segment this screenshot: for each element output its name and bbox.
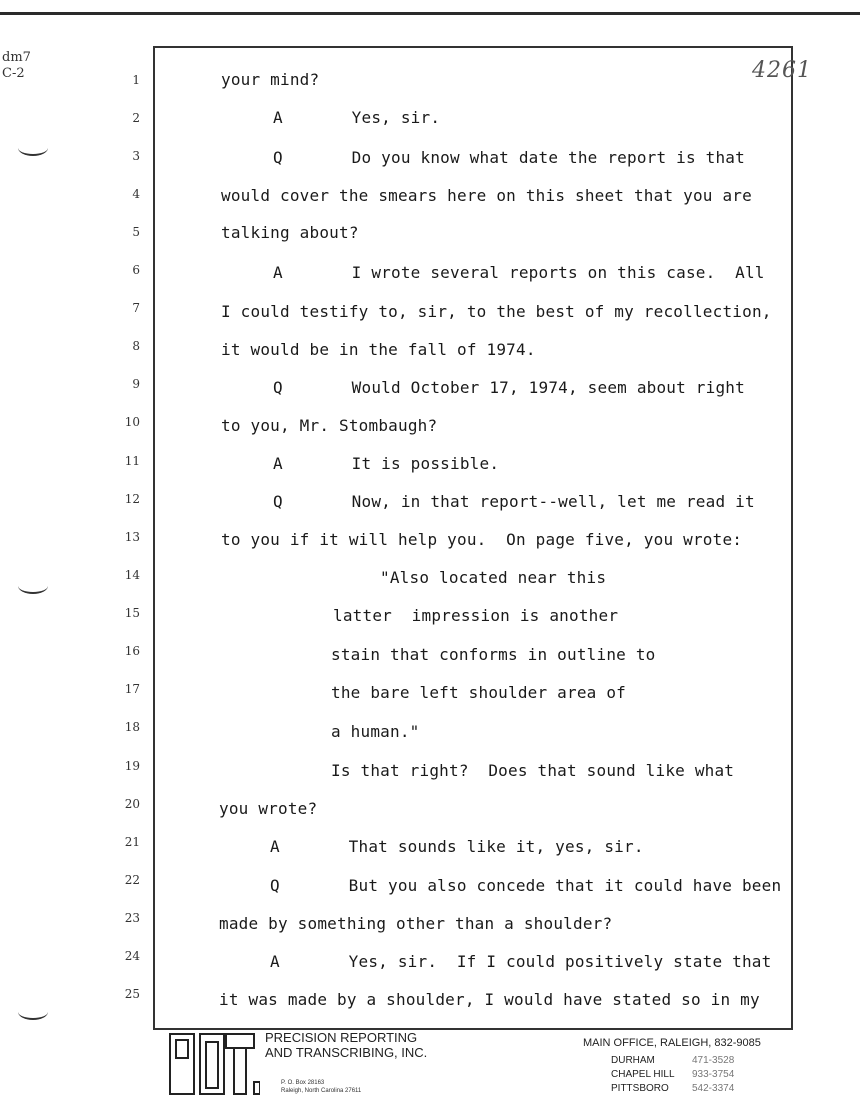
transcript-line: A That sounds like it, yes, sir. <box>270 837 644 856</box>
margin-code-2: C-2 <box>2 66 25 81</box>
transcript-line: A Yes, sir. If I could positively state that <box>270 952 772 971</box>
transcript-line: a human." <box>331 722 420 741</box>
transcript-line: "Also located near this <box>380 568 607 587</box>
office-phone: 933-3754 <box>692 1069 735 1080</box>
transcript-line: latter impression is another <box>333 606 619 625</box>
line-number: 20 <box>124 797 140 811</box>
line-number: 2 <box>132 111 140 125</box>
line-number: 6 <box>132 263 140 277</box>
transcript-line: made by something other than a shoulder? <box>219 914 613 933</box>
city: Raleigh, North Carolina 27611 <box>281 1088 362 1094</box>
line-number: 1 <box>132 73 140 87</box>
transcript-line: Q But you also concede that it could have been <box>270 876 782 895</box>
transcript-line: to you if it will help you. On page five, you wrote: <box>221 530 743 549</box>
line-number: 10 <box>124 415 140 429</box>
main-office: MAIN OFFICE, RALEIGH, 832-9085 <box>583 1037 761 1049</box>
line-number: 18 <box>124 720 140 734</box>
company-name-line-1: PRECISION REPORTING <box>265 1030 418 1045</box>
po-box: P. O. Box 28163 <box>281 1080 325 1086</box>
top-rule <box>0 12 860 15</box>
transcript-line: the bare left shoulder area of <box>331 683 626 702</box>
line-number: 16 <box>124 644 140 658</box>
line-number: 17 <box>124 682 140 696</box>
line-number: 15 <box>124 606 140 620</box>
company-name-line-2: AND TRANSCRIBING, INC. <box>265 1045 428 1060</box>
transcript-line: you wrote? <box>219 799 318 818</box>
office-name: CHAPEL HILL <box>611 1069 675 1080</box>
line-number: 5 <box>132 225 140 239</box>
punch-hole-mark <box>18 578 48 594</box>
margin-code-1: dm7 <box>2 50 31 65</box>
line-number: 12 <box>124 492 140 506</box>
transcript-line: to you, Mr. Stombaugh? <box>221 416 438 435</box>
punch-hole-mark <box>18 1004 48 1020</box>
office-name: DURHAM <box>611 1055 655 1066</box>
transcript-line: Q Would October 17, 1974, seem about right <box>273 378 745 397</box>
line-number: 13 <box>124 530 140 544</box>
line-number: 24 <box>124 949 140 963</box>
transcript-line: A It is possible. <box>273 454 500 473</box>
line-number: 14 <box>124 568 140 582</box>
line-number: 8 <box>132 339 140 353</box>
page-number: 4261 <box>752 58 812 83</box>
line-number: 3 <box>132 149 140 163</box>
transcript-line: it was made by a shoulder, I would have stated so in my <box>219 990 760 1009</box>
line-number: 9 <box>132 377 140 391</box>
transcript-line: I could testify to, sir, to the best of my recollection, <box>221 302 772 321</box>
transcript-line: it would be in the fall of 1974. <box>221 340 536 359</box>
office-phone: 542-3374 <box>692 1083 735 1094</box>
line-number: 19 <box>124 759 140 773</box>
transcript-line: stain that conforms in outline to <box>331 645 656 664</box>
line-number: 21 <box>124 835 140 849</box>
transcript-line: Is that right? Does that sound like what <box>331 761 735 780</box>
line-number: 11 <box>124 454 140 468</box>
line-number: 7 <box>132 301 140 315</box>
line-number: 22 <box>124 873 140 887</box>
line-number: 25 <box>124 987 140 1001</box>
transcript-line: Q Do you know what date the report is that <box>273 148 745 167</box>
transcript-line: A I wrote several reports on this case. All <box>273 263 765 282</box>
transcript-line: talking about? <box>221 223 359 242</box>
company-address <box>281 1079 361 1095</box>
line-number: 4 <box>132 187 140 201</box>
office-name: PITTSBORO <box>611 1083 669 1094</box>
transcript-line: A Yes, sir. <box>273 108 441 127</box>
transcript-line: Q Now, in that report--well, let me read it <box>273 492 755 511</box>
company-logo <box>168 1030 260 1100</box>
office-phone: 471-3528 <box>692 1055 735 1066</box>
line-number: 23 <box>124 911 140 925</box>
transcript-line: would cover the smears here on this sheet that you are <box>221 186 752 205</box>
transcript-line: your mind? <box>221 70 320 89</box>
company-name <box>265 1030 427 1060</box>
punch-hole-mark <box>18 140 48 156</box>
